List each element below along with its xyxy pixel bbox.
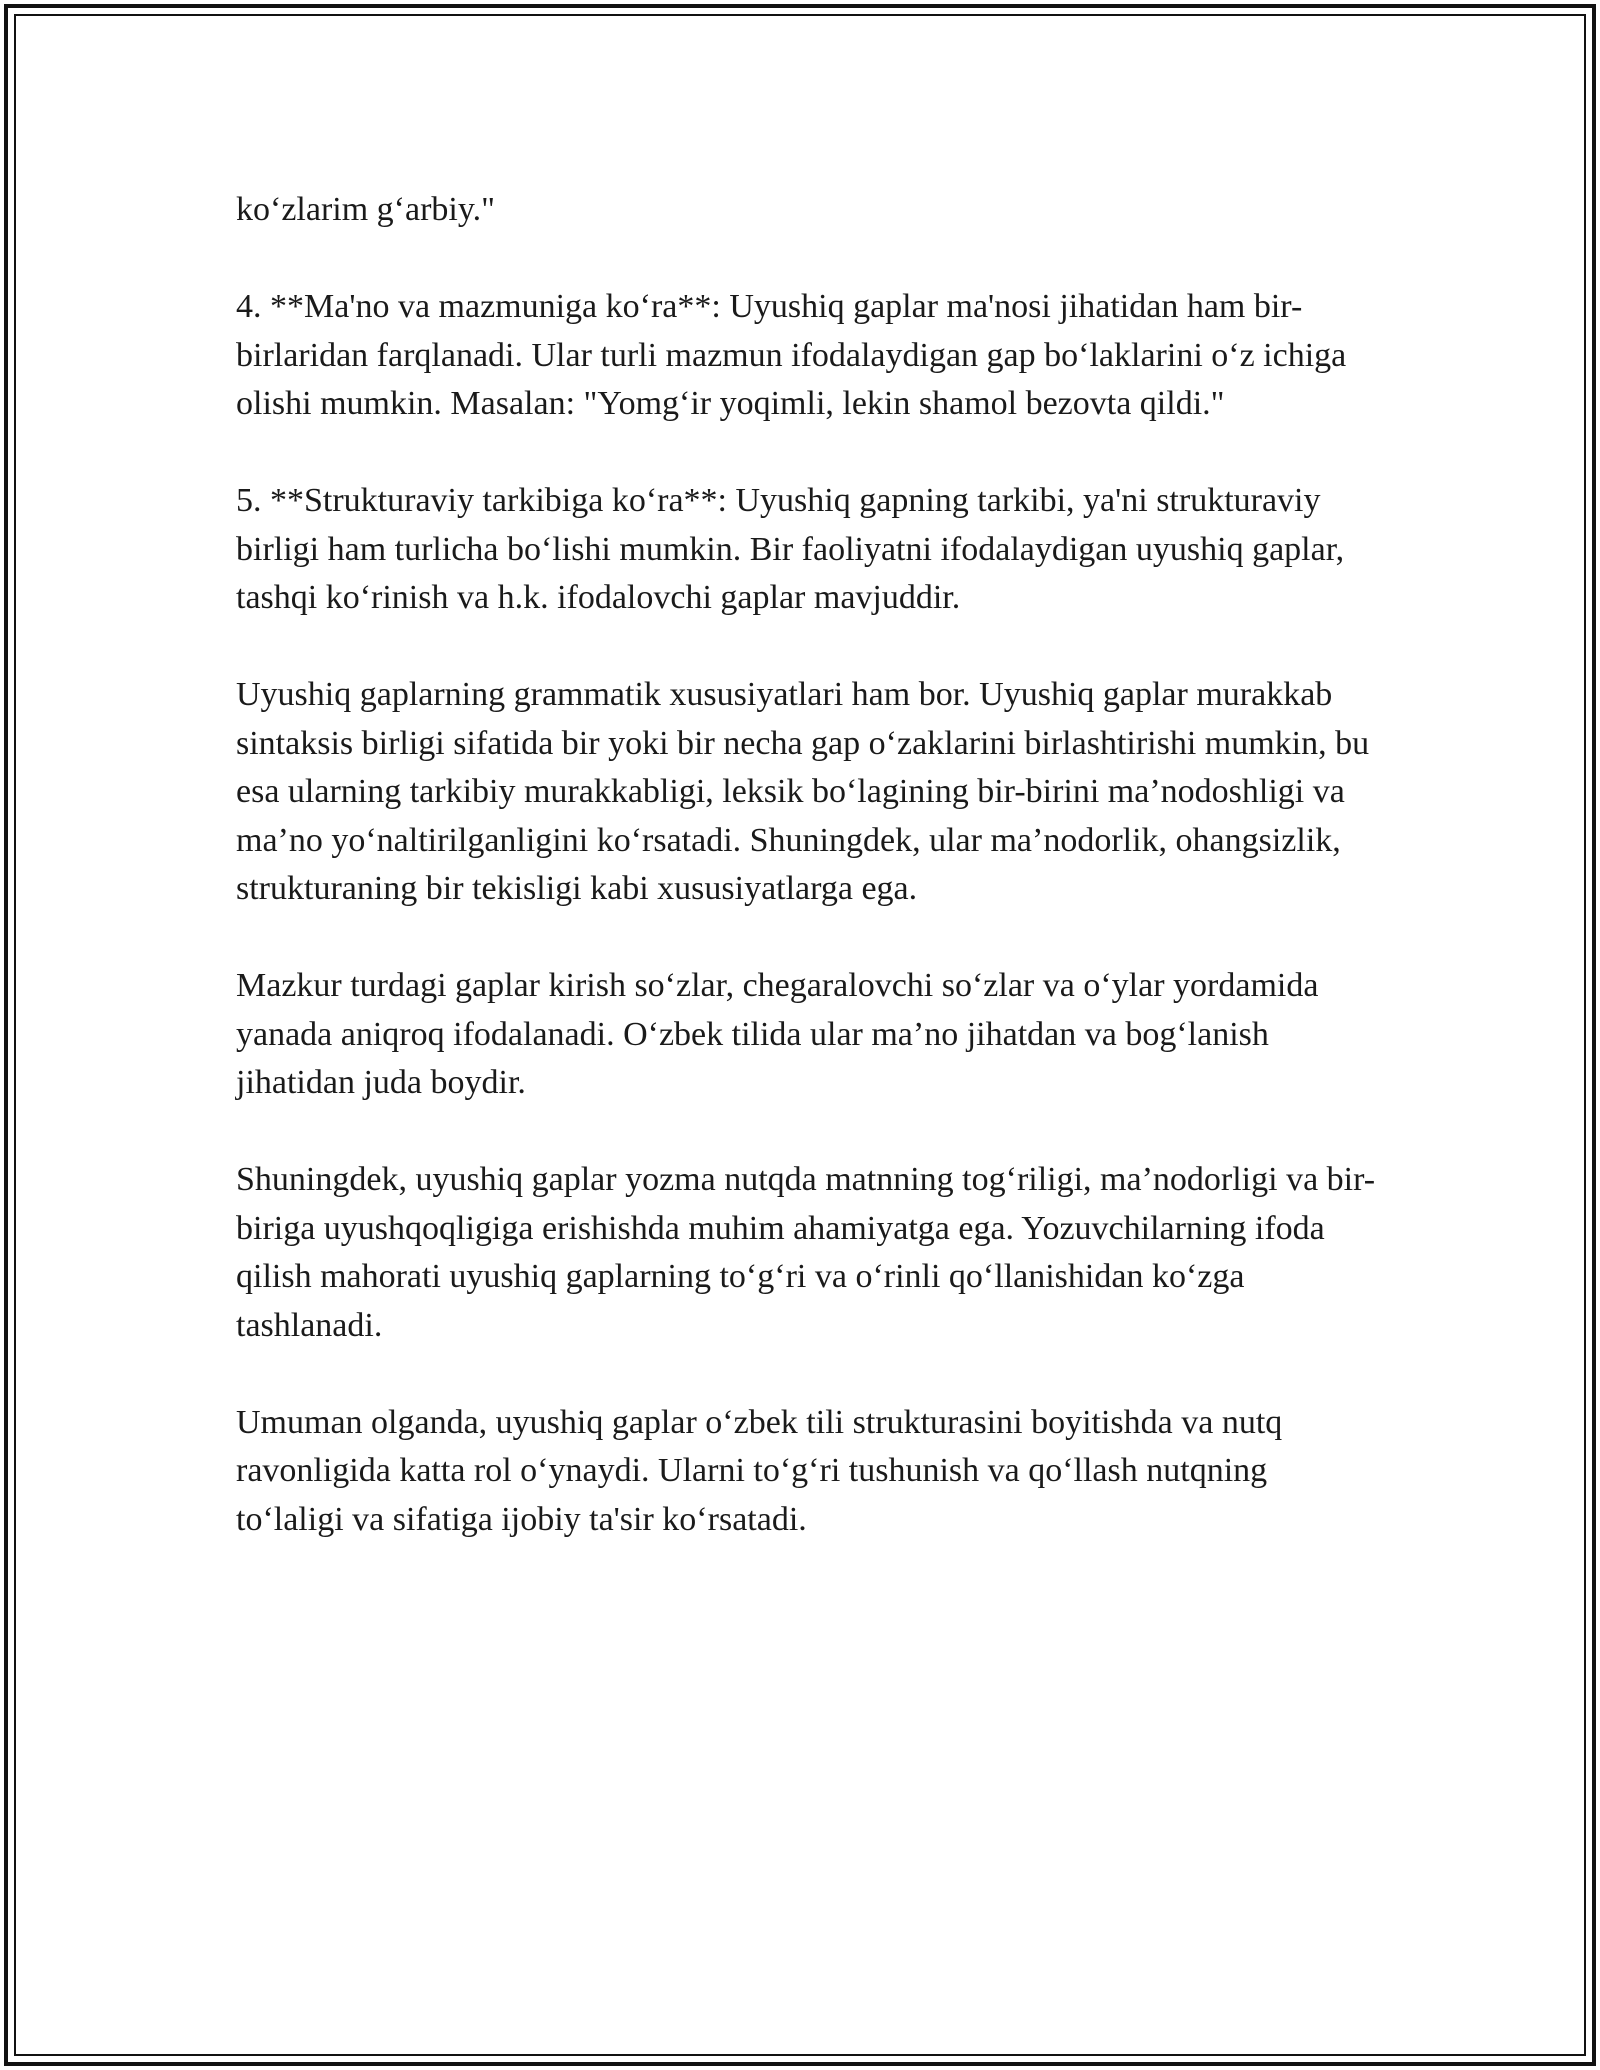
- paragraph-conclusion: Umuman olganda, uyushiq gaplar o‘zbek tili strukturasini boyitishda va nutq ravonligida katta rol o‘ynaydi. Ularni to‘g‘ri tushunish va qo‘llash nutqning to‘laligi va sifatiga ijobiy ta'sir ko‘rsatadi.: [236, 1403, 1283, 1538]
- paragraph-written-speech: Shuningdek, uyushiq gaplar yozma nutqda matnning tog‘riligi, ma’nodorligi va bir-biriga uyushqoqligiga erishishda muhim ahamiyatga ega. Yozuvchilarning ifoda qilish mahorati uyushiq gaplarning to‘g‘ri va o‘rinli qo‘llanishidan ko‘zga tashlanadi.: [236, 1161, 1376, 1344]
- paragraph-item-5: 5. **Strukturaviy tarkibiga ko‘ra**: Uyushiq gapning tarkibi, ya'ni strukturaviy birligi ham turlicha bo‘lishi mumkin. Bir faoliyatni ifodalaydigan uyushiq gaplar, tashqi ko‘rinish va h.k. ifodalovchi gaplar mavjuddir.: [236, 482, 1345, 616]
- paragraph-continuation: ko‘zlarim g‘arbiy.": [236, 191, 496, 228]
- document-body: [236, 186, 1376, 1593]
- paragraph-grammatical-features: Uyushiq gaplarning grammatik xususiyatlari ham bor. Uyushiq gaplar murakkab sintaksis birligi sifatida bir yoki bir necha gap o‘zaklarini birlashtirishi mumkin, bu esa ularning tarkibiy murakkabligi, leksik bo‘lagining bir-birini ma’nodoshligi va ma’no yo‘naltirilganligini ko‘rsatadi. Shuningdek, ular ma’nodorlik, ohangsizlik, strukturaning bir tekisligi kabi xususiyatlarga ega.: [236, 676, 1370, 907]
- paragraph-introductory-words: Mazkur turdagi gaplar kirish so‘zlar, chegaralovchi so‘zlar va o‘ylar yordamida yanada aniqroq ifodalanadi. O‘zbek tilida ular ma’no jihatdan va bog‘lanish jihatidan juda boydir.: [236, 967, 1319, 1101]
- paragraph-item-4: 4. **Ma'no va mazmuniga ko‘ra**: Uyushiq gaplar ma'nosi jihatidan ham bir-birlaridan farqlanadi. Ular turli mazmun ifodalaydigan gap bo‘laklarini o‘z ichiga olishi mumkin. Masalan: "Yomg‘ir yoqimli, lekin shamol bezovta qildi.": [236, 288, 1347, 422]
